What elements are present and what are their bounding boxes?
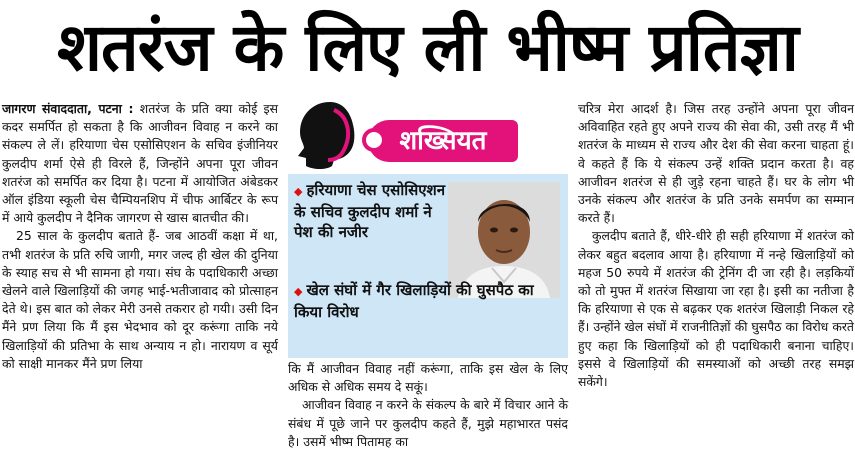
- profile-feature: [288, 100, 568, 321]
- article-column-2: [288, 360, 568, 451]
- column-1-paragraph-2: 25 साल के कुलदीप बताते हैं- जब आठवीं कक्षा में था, तभी शतरंज के प्रति रुचि जागी, मगर जल्द ही खेल की दुनिया के स्याह सच से भी सामना हो गया। संघ के पदाधिकारी अच्छा खेलने वाले खिलाड़ियों की जगह भाई-भतीजावाद को प्रोत्साहन देते थे। इस बात को लेकर मेरी उनसे तकरार हो गयी। उसी दिन मैंने प्रण लिया कि मैं इस भेदभाव को दूर करूंगा ताकि नये खिलाड़ियों की प्रतिभा के साथ अन्याय न हो। नारायण व सूर्य को साक्षी मानकर मैंने प्रण लिया: [2, 228, 278, 371]
- highlight-bullet-1: [294, 180, 452, 242]
- article-column-3: [578, 100, 854, 391]
- column-2-paragraph-2: आजीवन विवाह न करने के संकल्प के बारे में विचार आने के संबंध में पूछे जाने पर कुलदीप कहते हैं, मुझे महाभारत पसंद है। उसमें भीष्म पितामह का: [288, 397, 568, 449]
- logo-banner: शख्सियत: [368, 120, 518, 162]
- highlight-bullet-1-text: हरियाणा चेस एसोसिएशन के सचिव कुलदीप शर्मा ने पेश की नजीर: [294, 181, 446, 241]
- face-silhouette-icon: [290, 100, 362, 172]
- column-3-paragraph-2: कुलदीप बताते हैं, धीरे-धीरे ही सही हरियाणा में शतरंज को लेकर बहुत बदलाव आया है। हरियाणा में नन्हे खिलाड़ियों को महज 50 रुपये में शतरंज की ट्रेनिंग दी जा रही है। लड़कियों को तो मुफ्त में शतरंज सिखाया जा रहा है। इसी का नतीजा है कि हरियाणा से एक से बढ़कर एक शतरंज खिलाड़ी निकल रहे हैं। उन्होंने खेल संघों में राजनीतिज्ञों की घुसपैठ का विरोध करते हुए कहा कि खिलाड़ियों को ही पदाधिकारी बनाना चाहिए। इससे वे खिलाड़ियों की समस्याओं को अच्छी तरह समझ सकेंगे।: [578, 228, 854, 390]
- column-2-paragraph-1: कि मैं आजीवन विवाह नहीं करूंगा, ताकि इस खेल के लिए अधिक से अधिक समय दे सकूं।: [288, 361, 568, 395]
- highlight-bullet-2: [294, 280, 560, 322]
- bullet-diamond-icon: ◆: [294, 185, 303, 198]
- highlight-bullet-2-text: खेल संघों में गैर खिलाड़ियों की घुसपैठ का किया विरोध: [294, 281, 534, 321]
- column-3-paragraph-1: चरित्र मेरा आदर्श है। जिस तरह उन्होंने अपना पूरा जीवन अविवाहित रहते हुए अपने राज्य की सेवा की, उसी तरह मैं भी शतरंज के माध्यम से राज्य और देश की सेवा करना चाहता हूं। वे कहते हैं कि ये संकल्प उन्हें शक्ति प्रदान करता है। वह आजीवन शतरंज से ही जुड़े रहना चाहते हैं। घर के लोग भी उनके संकल्प और शतरंज के प्रति उनके समर्पण का सम्मान करते हैं।: [578, 101, 854, 226]
- headline: शतरंज के लिए ली भीष्म प्रतिज्ञा: [57, 9, 798, 86]
- shakhsiyat-logo: [288, 100, 568, 172]
- article-column-1: [2, 100, 278, 373]
- highlight-box: [288, 174, 568, 358]
- flower-icon: [362, 128, 386, 152]
- dateline: जागरण संवाददाता, पटना :: [2, 101, 134, 116]
- column-1-paragraph-1: [2, 100, 278, 227]
- column-1-text: शतरंज के प्रति क्या कोई इस कदर समर्पित हो सकता है कि आजीवन विवाह न करने का संकल्प ले लें। हरियाणा चेस एसोसिएशन के सचिव इंजीनियर कुलदीप शर्मा ऐसे ही विरले हैं, जिन्होंने अपना पूरा जीवन शतरंज को समर्पित कर दिया है। पटना में आयोजित अंबेडकर ऑल इंडिया स्कूली चेस चैम्पियनशिप में चीफ आर्बिटर के रूप में आये कुलदीप ने दैनिक जागरण से खास बातचीत की।: [2, 101, 279, 226]
- bullet-diamond-icon: ◆: [294, 285, 303, 298]
